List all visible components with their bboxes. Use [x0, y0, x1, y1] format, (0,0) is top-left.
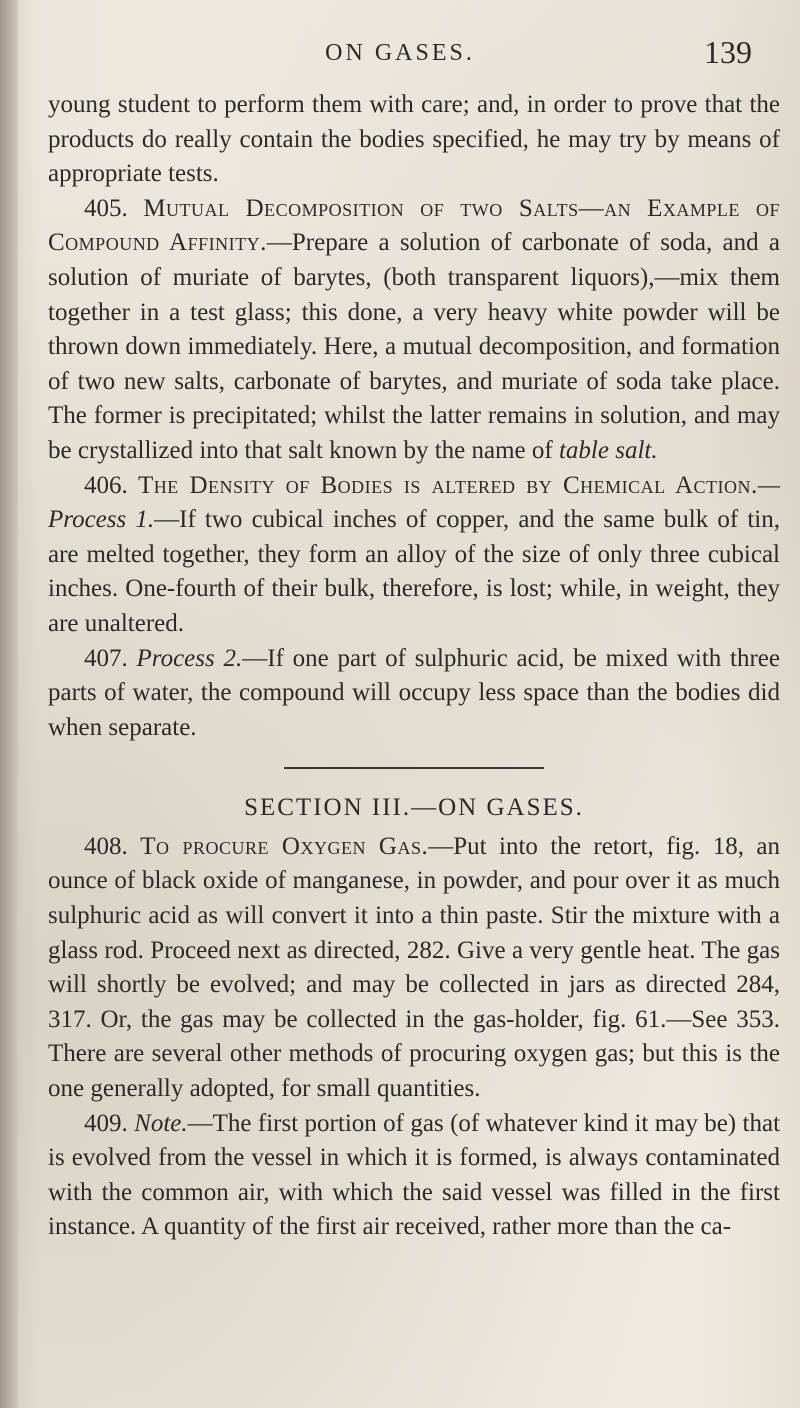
section-divider [284, 767, 544, 769]
running-title: ON GASES. [325, 40, 475, 66]
paragraph-continuation [48, 88, 780, 192]
paragraph-text: —The first portion of gas (of whatever kind it may be) that is evolved from the vessel in which it is formed, is always contaminated with the common air, with which the said vessel was filled in the first instance. A quantity of the first air received, rather more than the ca- [48, 1109, 781, 1241]
paragraph-number: 406. [84, 471, 128, 499]
paragraph-italic: Process 2. [136, 644, 243, 672]
paragraph-number: 405. [84, 194, 128, 222]
paragraph-title: The Density of Bodies is altered by Chemical Action. [137, 471, 758, 499]
paragraph-text: —Put into the retort, fig. 18, an ounce of black oxide of manganese, in powder, and pour over it as much sulphuric acid as will convert it into a thin paste. Stir the mixture with a glass rod. Proceed next as directed, 282. Give a very gentle heat. The gas will shortly be evolved; and may be collected in jars as directed 284, 317. Or, the gas may be collected in the gas-holder, fig. 61.—See 353. There are several other methods of procuring oxygen gas; but this is the one generally adopted, for small quantities. [48, 832, 781, 1103]
paragraph-title: To procure Oxygen Gas. [140, 832, 429, 860]
paragraph-text: —If two cubical inches of copper, and the same bulk of tin, are melted together, they form an alloy of the size of only three cubical inches. One-fourth of their bulk, therefore, is lost; while, in weight, they are unaltered. [48, 506, 780, 637]
body-text [48, 88, 780, 1245]
paragraph-text: —Prepare a solution of carbonate of soda, and a solution of muriate of barytes, (both transparent liquors),—mix them together in a test glass; this done, a very heavy white powder will be thrown down immediately. Here, a mutual decomposition, and formation of two new salts, carbonate of barytes, and muriate of soda take place. The former is precipitated; whilst the latter remains in solution, and may be crystallized into that salt known by the name of [48, 229, 780, 464]
paragraph-text: young student to perform them with care; and, in order to prove that the products do really contain the bodies specified, he may try by means of appropriate tests. [48, 91, 780, 188]
page-binding-shadow [0, 0, 18, 1408]
paragraph-italic: —Process 1. [48, 471, 780, 534]
paragraph-italic: table salt. [558, 436, 658, 464]
page-number: 139 [704, 34, 752, 70]
paragraph-italic: Note. [134, 1109, 188, 1137]
paragraph-title: Mutual Decomposition of two Salts—an Example of Compound Affinity. [48, 194, 780, 257]
paragraph-number: 407. [84, 644, 128, 672]
paragraph-409 [48, 1107, 780, 1245]
paragraph-number: 408. [84, 832, 128, 860]
paragraph-text: —If one part of sulphuric acid, be mixed with three parts of water, the compound will occupy less space than the bodies did when separate. [48, 644, 780, 741]
paragraph-408 [48, 830, 780, 1107]
paragraph-405 [48, 192, 780, 469]
running-head [0, 34, 800, 80]
paragraph-407 [48, 642, 780, 746]
section-heading: SECTION III.—ON GASES. [244, 794, 584, 822]
paragraph-number: 409. [84, 1109, 128, 1137]
paragraph-406 [48, 469, 780, 642]
